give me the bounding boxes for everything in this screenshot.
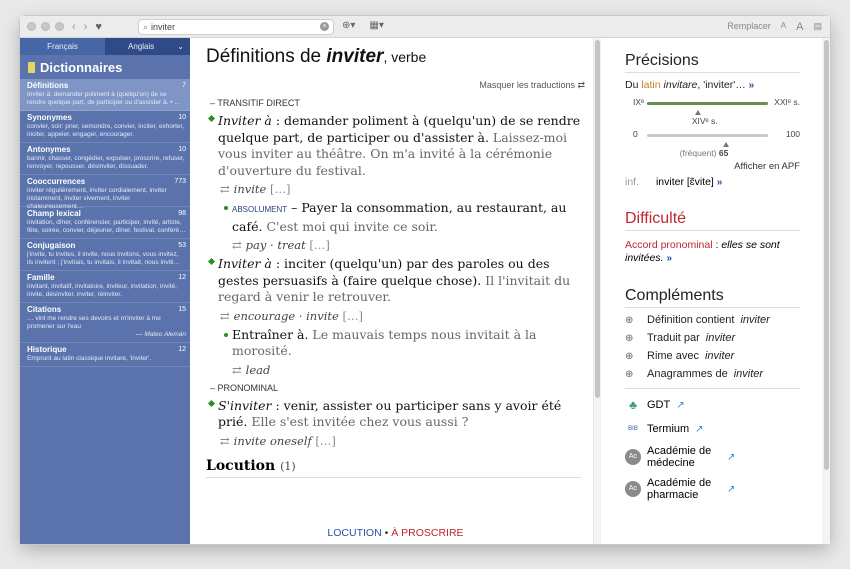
ac-icon: Ac [625, 481, 641, 497]
main-scroll-thumb[interactable] [595, 40, 600, 398]
sidebar-item-count: 10 [178, 146, 186, 153]
century-marker [695, 110, 701, 115]
external-label: Académie de pharmacie [647, 477, 712, 501]
main-scrollbar[interactable] [593, 38, 601, 544]
frequency-left: 0 [633, 129, 638, 139]
frequency-value: 65 [718, 148, 729, 158]
definition-1 [218, 113, 581, 179]
link-separator: • [384, 527, 389, 539]
sidebar-item[interactable] [20, 79, 190, 111]
century-value: XIVᵉ s. [691, 116, 718, 126]
sidebar-item[interactable] [20, 111, 190, 143]
inflection-value: inviter [ɛ̃vite] [655, 176, 714, 188]
sidebar-item-head [27, 81, 186, 91]
more-link[interactable]: […] [309, 238, 330, 252]
definition-term: S'inviter [218, 397, 272, 413]
language-tabs [20, 38, 190, 55]
dictionary-sidebar [20, 38, 190, 544]
magnifier-plus-icon: ⊕ [625, 332, 634, 344]
external-label: Académie de médecine [647, 445, 712, 469]
toolbar [20, 16, 830, 38]
sidebar-item-desc: j'invite, tu invites, il invite, nous invitons, vous invitez, ils invitent ; j'invitais, tu invitais, il invitait, nous inviti… [27, 251, 180, 266]
swap-icon: ⇄ [232, 238, 242, 252]
complements-heading: Compléments [625, 287, 800, 308]
font-bigger-button[interactable]: A [796, 21, 804, 33]
translation-text: invite [233, 182, 267, 196]
book-icon [28, 62, 35, 73]
etymology-latin[interactable]: latin [641, 79, 661, 91]
bottom-links [190, 523, 601, 539]
replace-button[interactable]: Remplacer [727, 21, 771, 31]
magnifier-plus-icon[interactable]: ⊕▾ [342, 20, 356, 31]
minimize-window-button[interactable] [41, 22, 50, 31]
definition-term: Inviter à [218, 256, 272, 271]
sidebar-item-head [27, 209, 186, 219]
sidebar-item[interactable] [20, 271, 190, 303]
sidebar-toggle-icon[interactable]: ▤ [813, 21, 822, 31]
bib-icon: BIB [625, 421, 641, 437]
subdefinition-2 [232, 327, 581, 360]
tab-anglais[interactable] [105, 38, 190, 55]
chevron-down-icon: ⌄ [177, 42, 184, 51]
sidebar-item-count: 15 [178, 306, 186, 313]
translation-line [220, 434, 601, 448]
magnifier-plus-icon: ⊕ [625, 368, 634, 380]
diamond-icon [208, 115, 215, 122]
sidebar-item-desc: invitation, dîner, conférencier, participer, invité, artiste, fête, soirée, convier, déjeuner, dîner, festival, conféré… [27, 219, 186, 234]
sidebar-item-desc: Inviter à: demander poliment à (quelqu'un) de se rendre quelque part, de participer ou d'assister à. • … [27, 91, 181, 106]
frequency-readout [680, 148, 729, 158]
complement-prefix: Traduit par [647, 332, 700, 344]
app-window [20, 16, 830, 544]
more-link[interactable]: […] [342, 308, 363, 323]
sidebar-item[interactable] [20, 207, 190, 239]
difficulty-label: Accord pronominal [625, 239, 713, 251]
sidebar-item-desc: inviter régulièrement, inviter cordialement, inviter instamment, inviter vivement, inviter chaleureusement… [27, 187, 167, 210]
translation-text: invite oneself [233, 433, 312, 448]
section-pronominal: – PRONOMINAL [210, 382, 279, 393]
apf-link[interactable]: Afficher en APF [734, 161, 800, 172]
sidebar-item-count: 12 [178, 346, 186, 353]
external-label: GDT [647, 399, 671, 411]
tab-anglais-label: Anglais [128, 42, 155, 51]
subdefinition-text: – Payer la consommation, au restaurant, au café. [232, 200, 567, 234]
definition-3 [218, 398, 581, 431]
inflection-label: inf. [625, 176, 640, 188]
sidebar-item-author: — Mateo Alemán [136, 331, 186, 338]
external-resource[interactable] [625, 445, 800, 469]
external-resource[interactable] [625, 397, 800, 413]
sidebar-item-count: 53 [178, 242, 186, 249]
swap-icon: ⇄ [220, 182, 230, 196]
sidebar-item[interactable] [20, 303, 190, 343]
swap-icon: ⇄ [232, 362, 242, 377]
divider [625, 388, 800, 389]
complement-word: inviter [705, 332, 736, 344]
locution-title: Locution [206, 457, 276, 474]
difficulty-line [625, 239, 800, 265]
sidebar-item-count: 98 [178, 210, 186, 217]
etymology-prefix: Du [625, 79, 642, 91]
translation-line [220, 309, 601, 323]
translation-line [232, 238, 601, 252]
subdefinition-text: Entraîner à. [232, 326, 313, 342]
more-link[interactable]: […] [269, 182, 291, 196]
tree-icon: ♣ [625, 397, 641, 413]
external-link-icon[interactable]: ↗ [676, 399, 685, 411]
external-link-icon[interactable]: ↗ [727, 483, 736, 495]
magnifier-plus-icon: ⊕ [625, 314, 634, 326]
more-chevron-icon[interactable]: » [716, 177, 723, 188]
century-bar [647, 102, 768, 126]
definition-text: : venir, assister ou participer sans y avoir été prié. [218, 397, 562, 429]
zoom-window-button[interactable] [55, 22, 64, 31]
locution-link[interactable]: LOCUTION [327, 527, 382, 539]
translation-text: encourage · invite [233, 308, 339, 323]
sidebar-item-label: Cooccurrences [27, 177, 86, 186]
usage-tag: ABSOLUMENT [232, 205, 288, 214]
sidebar-item[interactable] [20, 343, 190, 367]
subdefinition-example: C'est moi qui invite ce soir. [266, 218, 439, 234]
sidebar-item-head [27, 177, 186, 187]
century-slider [625, 97, 800, 126]
etymology-word: invitare [660, 79, 698, 91]
frequency-marker [723, 142, 729, 147]
external-label: Termium [647, 423, 690, 435]
complement-word: inviter [733, 368, 764, 380]
definition-example: Laissez-moi vous inviter au théâtre. On m'a invité à la cérémonie d'ouverture du festival. [218, 129, 568, 178]
sidebar-item-head [27, 273, 186, 283]
mask-translations-link[interactable]: Masquer les traductions ⇄ [479, 80, 585, 90]
inflection-line [625, 176, 800, 188]
sidebar-item-label: Historique [27, 345, 67, 354]
complement-prefix: Définition contient [647, 314, 735, 326]
magnifier-plus-icon: ⊕ [625, 350, 634, 362]
external-links [625, 397, 800, 501]
sidebar-item-count: 773 [174, 178, 186, 185]
difficulte-heading: Difficulté [625, 210, 800, 231]
sidebar-item-desc: Emprunt au latin classique invitare, 'inviter'. [27, 355, 152, 362]
complements-list [625, 314, 800, 380]
toolbar-right [727, 21, 822, 33]
diamond-icon [208, 258, 215, 265]
heart-icon[interactable]: ♥ [95, 20, 102, 33]
sidebar-item[interactable] [20, 175, 190, 210]
basket-icon[interactable]: ▦▾ [369, 20, 384, 31]
sidebar-item-label: Synonymes [27, 113, 72, 122]
difficulty-example: elles se sont invitées. [625, 239, 780, 264]
title-prefix: Définitions de [206, 46, 327, 67]
title-pos: , verbe [383, 49, 427, 65]
sidebar-item[interactable] [20, 239, 190, 271]
title-word: inviter [326, 46, 384, 67]
sidebar-item-count: 10 [178, 114, 186, 121]
sidebar-item-desc: … vint me rendre ses devoirs et m'inviter à me promener sur l'eau [27, 315, 161, 330]
external-resource[interactable] [625, 477, 800, 501]
definition-text: : demander poliment à (quelqu'un) de se rendre quelque part, de participer ou d'assister à. [218, 113, 581, 145]
locution-count: (1) [280, 459, 296, 473]
sidebar-item-head [27, 345, 186, 355]
subdefinition-1 [232, 200, 581, 235]
clear-search-icon[interactable]: × [320, 22, 329, 31]
complement-prefix: Rime avec [647, 350, 699, 362]
sidebar-item-head [27, 241, 186, 251]
complement-link[interactable] [625, 314, 800, 326]
translation-text: lead [245, 362, 271, 377]
complement-link[interactable] [625, 350, 800, 362]
more-chevron-icon[interactable]: » [666, 253, 673, 264]
external-resource[interactable] [625, 421, 800, 437]
sidebar-item[interactable] [20, 143, 190, 175]
sidebar-item-count: 7 [182, 82, 186, 89]
external-link-icon[interactable]: ↗ [695, 423, 704, 435]
ac-icon: Ac [625, 449, 641, 465]
frequency-label: (fréquent) [679, 148, 717, 158]
diamond-icon [208, 399, 215, 406]
sidebar-item-count: 12 [178, 274, 186, 281]
sidebar-item-desc: invitant, invitatif, invitatoire, inviteur, invitation, invité, invite, désinviter, inviter, réinviter. [27, 283, 177, 298]
frequency-slider [625, 129, 800, 158]
frequency-right: 100 [785, 129, 800, 139]
search-input[interactable] [151, 22, 301, 32]
sidebar-item-label: Définitions [27, 81, 69, 90]
definition-term: Inviter à [218, 113, 272, 128]
century-fill [647, 102, 768, 105]
sidebar-item-label: Champ lexical [27, 209, 81, 218]
details-panel [601, 38, 830, 544]
complement-link[interactable] [625, 368, 800, 380]
window-controls [27, 22, 64, 31]
sidebar-item-head [27, 113, 186, 123]
close-window-button[interactable] [27, 22, 36, 31]
sidebar-item-label: Citations [27, 305, 62, 314]
sidebar-list [20, 79, 190, 367]
definitions-panel [190, 38, 601, 544]
subdefinition-example: Le mauvais temps nous invitait à la morosité. [232, 326, 537, 358]
complement-prefix: Anagrammes de [647, 368, 728, 380]
more-chevron-icon[interactable]: » [748, 80, 755, 91]
sidebar-item-head [27, 145, 186, 155]
divider [206, 477, 581, 478]
complement-word: inviter [704, 350, 735, 362]
toolbar-tools [342, 20, 384, 31]
sidebar-item-label: Conjugaison [27, 241, 76, 250]
century-left: IXᵉ [633, 97, 645, 107]
section-transitif: – TRANSITIF DIRECT [210, 98, 300, 108]
back-icon[interactable]: ‹ [72, 20, 76, 33]
forward-icon[interactable]: › [83, 20, 88, 33]
proscrire-link[interactable]: À PROSCRIRE [391, 527, 464, 539]
difficulty-sep: : [712, 239, 722, 251]
century-right: XXIᵉ s. [774, 97, 800, 107]
precisions-heading: Précisions [625, 52, 800, 73]
locution-heading [206, 458, 601, 474]
more-link[interactable]: […] [315, 433, 336, 448]
definition-example: Elle s'est invitée chez vous aussi ? [251, 414, 469, 429]
bullet-icon [224, 333, 228, 337]
swap-icon: ⇄ [220, 308, 230, 323]
sidebar-title-text: Dictionnaires [40, 60, 123, 75]
search-box[interactable] [138, 19, 334, 35]
sidebar-item-desc: convier, soir: prier, semondre, convier, inciter, exhorter, inciter, appeler, engager, encourager. [27, 123, 185, 138]
sidebar-item-label: Famille [27, 273, 55, 282]
swap-icon: ⇄ [220, 433, 230, 448]
complement-word: inviter [740, 314, 770, 326]
bullet-icon [224, 206, 228, 210]
translation-line [232, 363, 601, 377]
sidebar-title [20, 55, 190, 79]
frequency-bar [647, 134, 768, 158]
etymology-line [625, 79, 800, 91]
translation-text: pay · treat [245, 238, 306, 252]
right-scroll-thumb[interactable] [824, 40, 829, 470]
page-title [190, 38, 601, 68]
tab-francais[interactable]: Français [20, 38, 105, 55]
definition-2 [218, 256, 581, 306]
search-icon: ⌕ [143, 21, 149, 32]
sidebar-item-label: Antonymes [27, 145, 71, 154]
sidebar-item-head [27, 305, 186, 315]
sidebar-item-desc: bannir, chasser, congédier, expulser, proscrire, refuser, renvoyer, repousser, désinviter, dissuader. [27, 155, 185, 170]
external-link-icon[interactable]: ↗ [727, 451, 736, 463]
etymology-rest: , 'inviter'… [697, 79, 746, 91]
translation-line [220, 182, 601, 196]
font-smaller-button[interactable]: A [780, 21, 787, 30]
right-scrollbar[interactable] [822, 38, 830, 544]
complement-link[interactable] [625, 332, 800, 344]
definition-example: Il l'invitait du regard à venir le retrouver. [218, 272, 571, 304]
definition-text: : inciter (quelqu'un) par des paroles ou des gestes persuasifs à (faire quelque chose). [218, 256, 550, 288]
